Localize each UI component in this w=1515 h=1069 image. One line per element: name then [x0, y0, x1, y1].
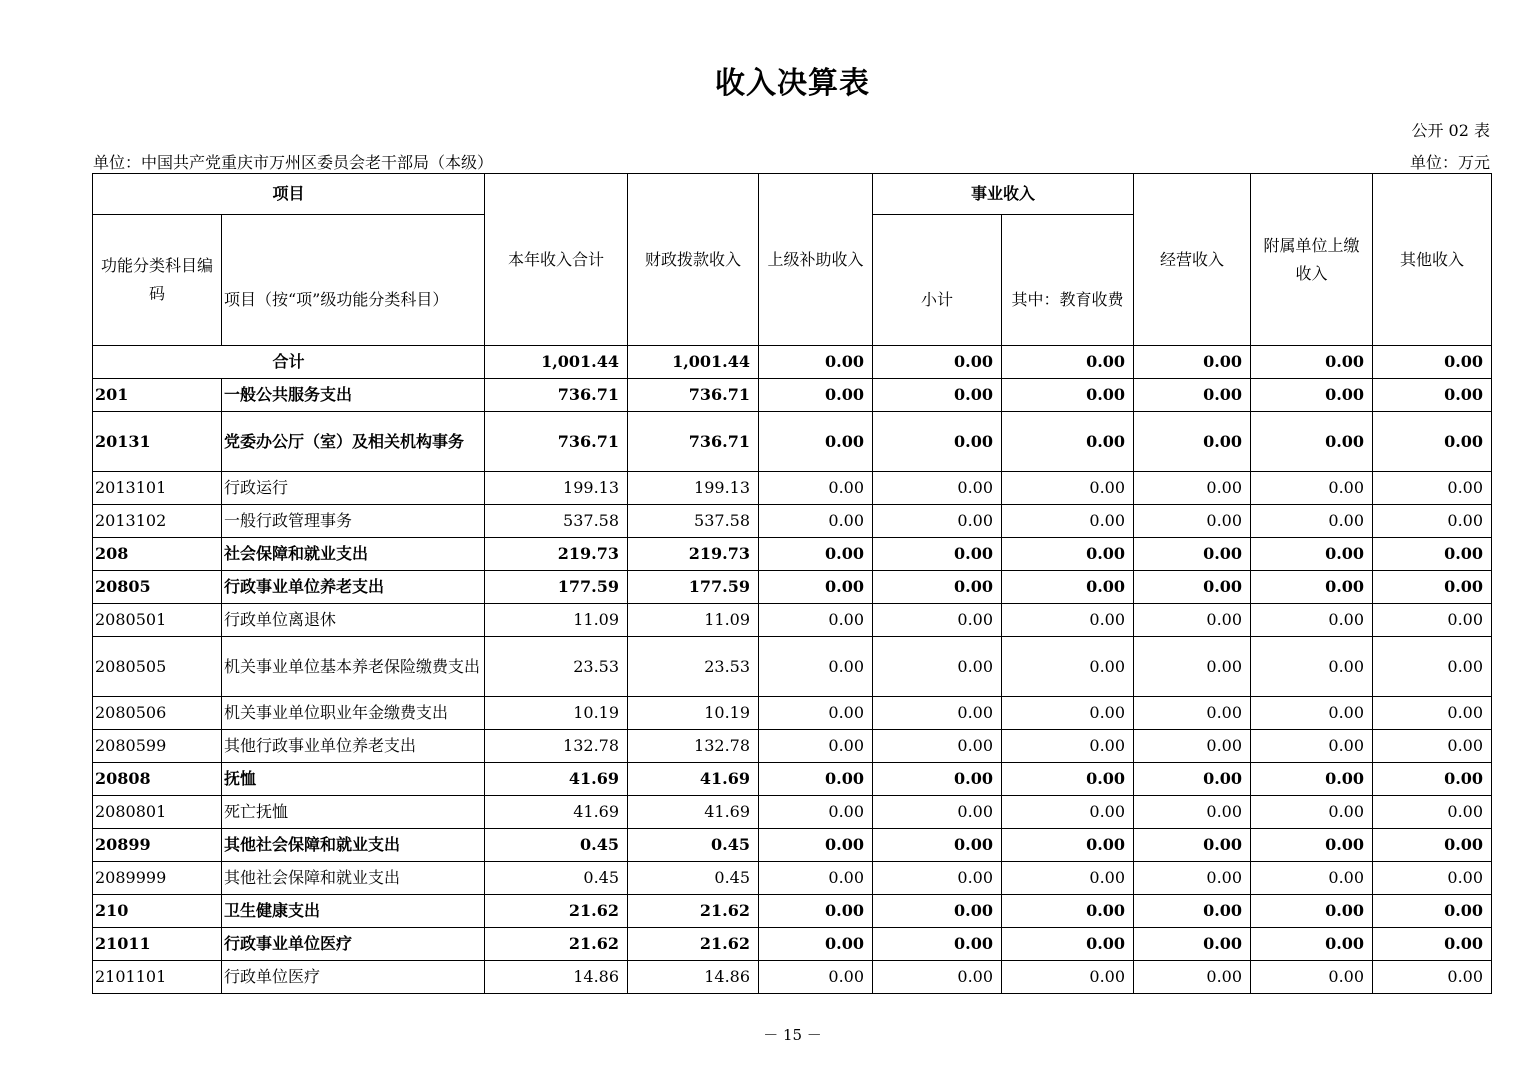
row-value: 0.00 — [1134, 697, 1251, 730]
row-value: 10.19 — [628, 697, 759, 730]
row-value: 219.73 — [485, 538, 628, 571]
row-code: 2080801 — [93, 796, 222, 829]
row-value: 0.00 — [759, 961, 873, 994]
row-value: 0.00 — [1373, 637, 1492, 697]
row-value: 0.00 — [1373, 862, 1492, 895]
header-education: 其中：教育收费 — [1002, 215, 1134, 346]
row-value: 21.62 — [628, 895, 759, 928]
row-value: 0.00 — [1251, 379, 1373, 412]
row-value: 0.00 — [1002, 604, 1134, 637]
row-value: 0.00 — [1373, 412, 1492, 472]
row-value: 0.00 — [1002, 763, 1134, 796]
row-value: 0.00 — [1373, 895, 1492, 928]
row-name: 其他行政事业单位养老支出 — [222, 730, 485, 763]
row-value: 0.00 — [759, 829, 873, 862]
organization-unit: 单位：中国共产党重庆市万州区委员会老干部局（本级） — [93, 153, 494, 172]
row-name: 一般行政管理事务 — [222, 505, 485, 538]
row-value: 0.00 — [873, 895, 1002, 928]
row-value: 0.00 — [873, 763, 1002, 796]
table-row — [93, 505, 1492, 538]
row-value: 0.00 — [873, 505, 1002, 538]
header-total-income: 本年收入合计 — [485, 174, 628, 346]
total-cell: 0.00 — [759, 346, 873, 379]
row-value: 0.00 — [1373, 538, 1492, 571]
table-row — [93, 730, 1492, 763]
total-cell: 0.00 — [1251, 346, 1373, 379]
row-code: 2080599 — [93, 730, 222, 763]
row-value: 0.00 — [873, 697, 1002, 730]
row-value: 177.59 — [485, 571, 628, 604]
row-name: 行政运行 — [222, 472, 485, 505]
row-value: 0.00 — [1134, 412, 1251, 472]
row-value: 0.00 — [759, 730, 873, 763]
page-title: 收入决算表 — [715, 66, 870, 101]
row-value: 177.59 — [628, 571, 759, 604]
row-value: 0.00 — [873, 730, 1002, 763]
row-value: 0.00 — [1251, 862, 1373, 895]
row-value: 0.00 — [1373, 697, 1492, 730]
row-value: 0.00 — [1373, 379, 1492, 412]
row-value: 0.00 — [759, 895, 873, 928]
row-value: 0.00 — [759, 412, 873, 472]
row-value: 23.53 — [485, 637, 628, 697]
row-value: 0.00 — [1134, 604, 1251, 637]
header-project: 项目 — [93, 174, 485, 215]
row-value: 0.00 — [759, 505, 873, 538]
row-value: 41.69 — [485, 796, 628, 829]
total-label: 合计 — [93, 346, 485, 379]
row-value: 0.00 — [873, 379, 1002, 412]
row-code: 20131 — [93, 412, 222, 472]
row-value: 0.00 — [1134, 379, 1251, 412]
row-value: 0.00 — [759, 796, 873, 829]
row-value: 41.69 — [628, 796, 759, 829]
row-value: 0.00 — [1251, 697, 1373, 730]
header-project-name: 项目（按“项”级功能分类科目） — [222, 215, 485, 346]
row-value: 0.00 — [1002, 796, 1134, 829]
row-code: 2080505 — [93, 637, 222, 697]
total-cell: 0.00 — [1002, 346, 1134, 379]
row-value: 14.86 — [628, 961, 759, 994]
table-row — [93, 829, 1492, 862]
header-fiscal: 财政拨款收入 — [628, 174, 759, 346]
row-value: 11.09 — [628, 604, 759, 637]
row-value: 0.00 — [759, 538, 873, 571]
row-value: 0.00 — [1373, 961, 1492, 994]
form-number: 公开 02 表 — [1411, 121, 1490, 140]
row-value: 0.00 — [1134, 538, 1251, 571]
table-row — [93, 895, 1492, 928]
row-value: 23.53 — [628, 637, 759, 697]
row-value: 0.00 — [1002, 571, 1134, 604]
row-value: 736.71 — [485, 379, 628, 412]
row-value: 132.78 — [485, 730, 628, 763]
row-value: 0.00 — [759, 637, 873, 697]
row-value: 219.73 — [628, 538, 759, 571]
row-value: 0.00 — [1002, 829, 1134, 862]
row-value: 0.00 — [1002, 472, 1134, 505]
row-value: 0.00 — [1373, 829, 1492, 862]
row-code: 20808 — [93, 763, 222, 796]
row-name: 党委办公厅（室）及相关机构事务 — [222, 412, 485, 472]
row-value: 0.00 — [873, 796, 1002, 829]
row-value: 0.00 — [873, 637, 1002, 697]
row-value: 0.00 — [873, 928, 1002, 961]
row-name: 机关事业单位基本养老保险缴费支出 — [222, 637, 485, 697]
row-value: 0.00 — [1251, 895, 1373, 928]
row-value: 0.00 — [1134, 829, 1251, 862]
row-value: 132.78 — [628, 730, 759, 763]
table-row — [93, 604, 1492, 637]
row-value: 0.00 — [1251, 637, 1373, 697]
row-value: 0.00 — [1251, 472, 1373, 505]
row-value: 0.00 — [1251, 928, 1373, 961]
row-code: 20805 — [93, 571, 222, 604]
row-value: 0.00 — [1134, 796, 1251, 829]
row-value: 537.58 — [628, 505, 759, 538]
table-row — [93, 472, 1492, 505]
table-row — [93, 862, 1492, 895]
row-value: 0.00 — [1002, 961, 1134, 994]
row-value: 0.00 — [759, 571, 873, 604]
row-value: 10.19 — [485, 697, 628, 730]
row-name: 其他社会保障和就业支出 — [222, 829, 485, 862]
row-value: 0.00 — [1373, 730, 1492, 763]
row-value: 0.00 — [873, 412, 1002, 472]
table-row — [93, 697, 1492, 730]
row-value: 0.00 — [759, 379, 873, 412]
row-value: 199.13 — [485, 472, 628, 505]
header-func-code: 功能分类科目编码 — [93, 215, 222, 346]
row-value: 0.00 — [1002, 928, 1134, 961]
header-subtotal: 小计 — [873, 215, 1002, 346]
row-code: 2080501 — [93, 604, 222, 637]
header-business: 事业收入 — [873, 174, 1134, 215]
row-value: 0.00 — [1251, 412, 1373, 472]
table-row — [93, 961, 1492, 994]
total-cell: 1,001.44 — [628, 346, 759, 379]
row-value: 0.00 — [1373, 763, 1492, 796]
total-row — [93, 346, 1492, 379]
row-value: 736.71 — [628, 412, 759, 472]
table-row — [93, 763, 1492, 796]
row-value: 0.00 — [1373, 505, 1492, 538]
row-value: 21.62 — [485, 895, 628, 928]
row-value: 0.00 — [873, 472, 1002, 505]
row-value: 41.69 — [628, 763, 759, 796]
row-value: 21.62 — [628, 928, 759, 961]
row-name: 行政事业单位养老支出 — [222, 571, 485, 604]
row-name: 抚恤 — [222, 763, 485, 796]
currency-unit: 单位：万元 — [1409, 153, 1490, 172]
table-row — [93, 571, 1492, 604]
row-value: 0.00 — [1251, 796, 1373, 829]
row-value: 0.00 — [1251, 763, 1373, 796]
row-name: 卫生健康支出 — [222, 895, 485, 928]
row-value: 0.00 — [873, 571, 1002, 604]
row-value: 0.00 — [1373, 928, 1492, 961]
row-name: 机关事业单位职业年金缴费支出 — [222, 697, 485, 730]
row-code: 20899 — [93, 829, 222, 862]
header-other: 其他收入 — [1373, 174, 1492, 346]
row-value: 0.00 — [1251, 505, 1373, 538]
row-value: 0.00 — [873, 604, 1002, 637]
total-cell: 0.00 — [1373, 346, 1492, 379]
row-value: 14.86 — [485, 961, 628, 994]
total-cell: 0.00 — [873, 346, 1002, 379]
table-row — [93, 538, 1492, 571]
row-value: 0.00 — [1134, 637, 1251, 697]
row-value: 0.00 — [1134, 928, 1251, 961]
row-value: 0.00 — [873, 961, 1002, 994]
row-value: 0.00 — [1251, 538, 1373, 571]
row-value: 0.00 — [1134, 505, 1251, 538]
header-superior: 上级补助收入 — [759, 174, 873, 346]
row-name: 行政单位离退休 — [222, 604, 485, 637]
header-operating: 经营收入 — [1134, 174, 1251, 346]
row-value: 0.00 — [759, 604, 873, 637]
row-value: 0.00 — [1134, 730, 1251, 763]
table-row — [93, 637, 1492, 697]
row-value: 0.00 — [873, 862, 1002, 895]
row-value: 0.00 — [1373, 796, 1492, 829]
row-code: 2089999 — [93, 862, 222, 895]
row-value: 0.00 — [1002, 637, 1134, 697]
income-table — [92, 173, 1492, 994]
row-value: 0.00 — [1002, 538, 1134, 571]
table-row — [93, 928, 1492, 961]
row-name: 死亡抚恤 — [222, 796, 485, 829]
row-value: 41.69 — [485, 763, 628, 796]
row-value: 0.45 — [485, 862, 628, 895]
row-value: 0.00 — [1134, 472, 1251, 505]
row-value: 0.00 — [873, 538, 1002, 571]
row-value: 0.00 — [1002, 895, 1134, 928]
row-value: 0.00 — [759, 472, 873, 505]
total-cell: 0.00 — [1134, 346, 1251, 379]
row-value: 0.00 — [759, 697, 873, 730]
row-value: 0.00 — [759, 862, 873, 895]
row-code: 2013101 — [93, 472, 222, 505]
row-value: 0.00 — [1134, 862, 1251, 895]
row-code: 21011 — [93, 928, 222, 961]
row-value: 11.09 — [485, 604, 628, 637]
row-name: 一般公共服务支出 — [222, 379, 485, 412]
row-code: 2080506 — [93, 697, 222, 730]
row-value: 0.00 — [1251, 829, 1373, 862]
row-value: 0.45 — [485, 829, 628, 862]
row-value: 0.00 — [1251, 571, 1373, 604]
row-value: 0.00 — [759, 928, 873, 961]
row-name: 行政单位医疗 — [222, 961, 485, 994]
row-value: 0.00 — [1251, 730, 1373, 763]
row-value: 21.62 — [485, 928, 628, 961]
row-value: 0.00 — [1002, 379, 1134, 412]
row-code: 210 — [93, 895, 222, 928]
row-value: 0.00 — [1134, 763, 1251, 796]
row-code: 2013102 — [93, 505, 222, 538]
header-affiliated: 附属单位上缴收入 — [1251, 174, 1373, 346]
row-value: 0.45 — [628, 862, 759, 895]
row-value: 736.71 — [628, 379, 759, 412]
row-code: 2101101 — [93, 961, 222, 994]
total-cell: 1,001.44 — [485, 346, 628, 379]
table-row — [93, 379, 1492, 412]
row-value: 0.00 — [1251, 961, 1373, 994]
row-value: 0.00 — [1134, 895, 1251, 928]
row-code: 201 — [93, 379, 222, 412]
table-row — [93, 796, 1492, 829]
row-value: 537.58 — [485, 505, 628, 538]
row-value: 0.45 — [628, 829, 759, 862]
page-number: － 15 － — [763, 1026, 822, 1044]
row-value: 736.71 — [485, 412, 628, 472]
row-value: 0.00 — [1002, 505, 1134, 538]
row-value: 0.00 — [1002, 412, 1134, 472]
table-row — [93, 412, 1492, 472]
row-value: 0.00 — [1373, 604, 1492, 637]
row-value: 0.00 — [1002, 730, 1134, 763]
row-value: 0.00 — [1002, 862, 1134, 895]
row-value: 0.00 — [1002, 697, 1134, 730]
row-name: 行政事业单位医疗 — [222, 928, 485, 961]
row-code: 208 — [93, 538, 222, 571]
row-value: 0.00 — [1373, 571, 1492, 604]
row-name: 其他社会保障和就业支出 — [222, 862, 485, 895]
row-value: 0.00 — [759, 763, 873, 796]
row-value: 199.13 — [628, 472, 759, 505]
row-value: 0.00 — [1373, 472, 1492, 505]
row-value: 0.00 — [1251, 604, 1373, 637]
row-value: 0.00 — [873, 829, 1002, 862]
row-value: 0.00 — [1134, 961, 1251, 994]
row-name: 社会保障和就业支出 — [222, 538, 485, 571]
row-value: 0.00 — [1134, 571, 1251, 604]
